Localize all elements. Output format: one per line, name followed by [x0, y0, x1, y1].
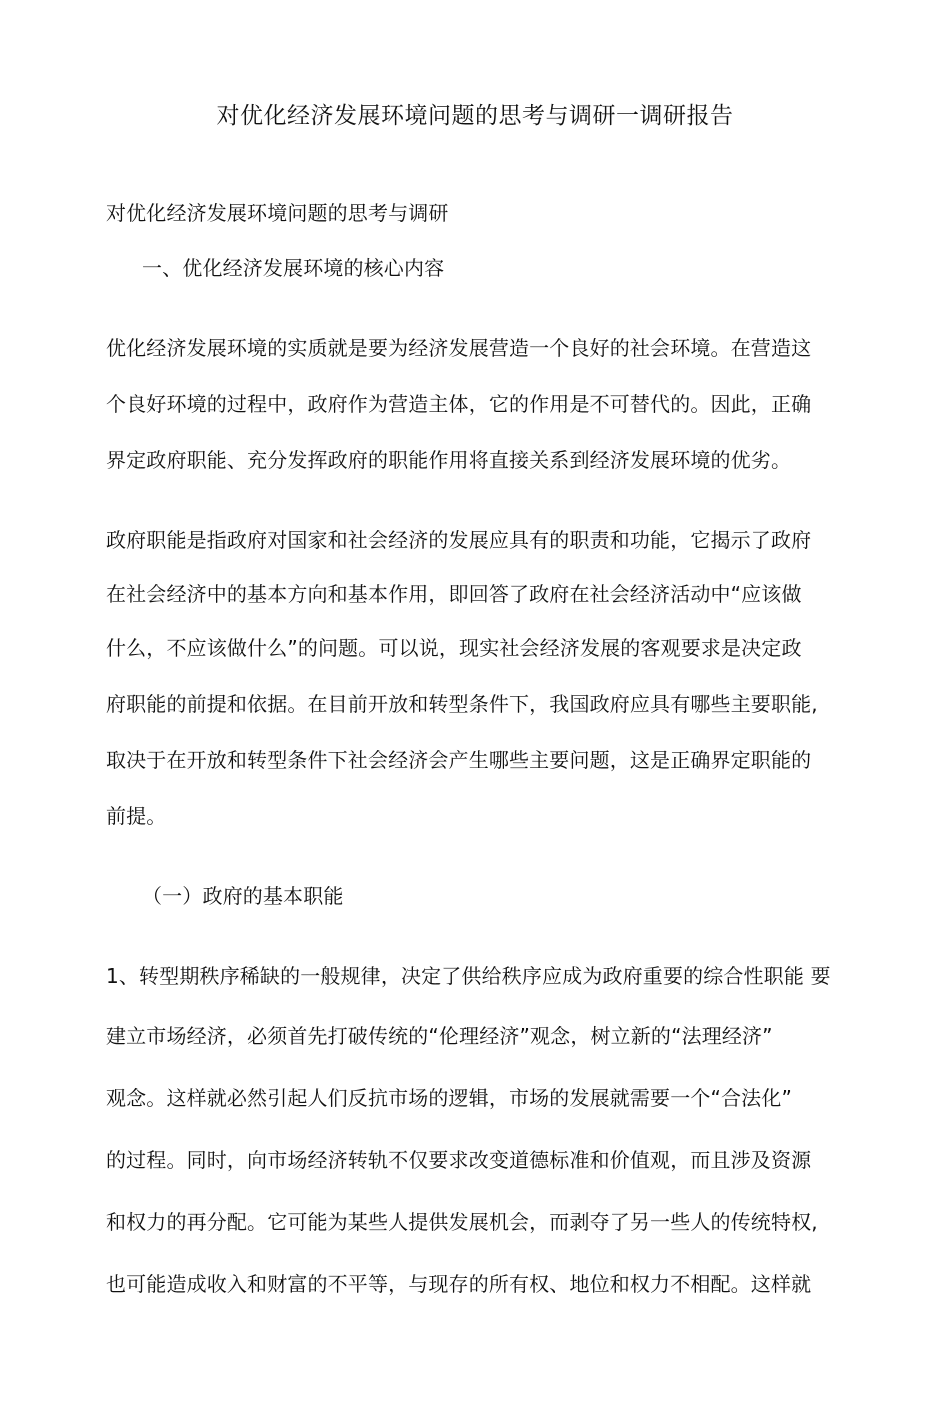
- paragraph-line: 和权力的再分配。它可能为某些人提供发展机会，而剥夺了另一些人的传统特权,: [106, 1210, 818, 1234]
- paragraph-line: 取决于在开放和转型条件下社会经济会产生哪些主要问题，这是正确界定职能的: [106, 748, 812, 772]
- paragraph-line: 什么，不应该做什么”的问题。可以说，现实社会经济发展的客观要求是决定政: [106, 636, 802, 660]
- paragraph-line: 优化经济发展环境的实质就是要为经济发展营造一个良好的社会环境。在营造这: [106, 336, 812, 360]
- document-subtitle: 对优化经济发展环境问题的思考与调研: [106, 201, 449, 225]
- paragraph-line: 政府职能是指政府对国家和社会经济的发展应具有的职责和功能，它揭示了政府: [106, 528, 812, 552]
- paragraph-line: 建立市场经济，必须首先打破传统的“伦理经济”观念，树立新的“法理经济”: [106, 1024, 773, 1048]
- paragraph-line: 1、转型期秩序稀缺的一般规律，决定了供给秩序应成为政府重要的综合性职能 要: [106, 964, 831, 988]
- paragraph-line: 界定政府职能、充分发挥政府的职能作用将直接关系到经济发展环境的优劣。: [106, 448, 792, 472]
- section-heading: 一、优化经济发展环境的核心内容: [142, 256, 445, 280]
- paragraph-line: 的过程。同时，向市场经济转轨不仅要求改变道德标准和价值观，而且涉及资源: [106, 1148, 812, 1172]
- paragraph-line: 前提。: [106, 804, 167, 828]
- paragraph-line: 观念。这样就必然引起人们反抗市场的逻辑，市场的发展就需要一个“合法化”: [106, 1086, 792, 1110]
- paragraph-line: 在社会经济中的基本方向和基本作用，即回答了政府在社会经济活动中“应该做: [106, 582, 802, 606]
- document-title: 对优化经济发展环境问题的思考与调研一调研报告: [216, 103, 734, 129]
- paragraph-line: 个良好环境的过程中，政府作为营造主体，它的作用是不可替代的。因此，正确: [106, 392, 812, 416]
- paragraph-line: 也可能造成收入和财富的不平等，与现存的所有权、地位和权力不相配。这样就: [106, 1272, 812, 1296]
- paragraph-line: 府职能的前提和依据。在目前开放和转型条件下，我国政府应具有哪些主要职能,: [106, 692, 818, 716]
- subsection-heading: （一）政府的基本职能: [142, 884, 344, 908]
